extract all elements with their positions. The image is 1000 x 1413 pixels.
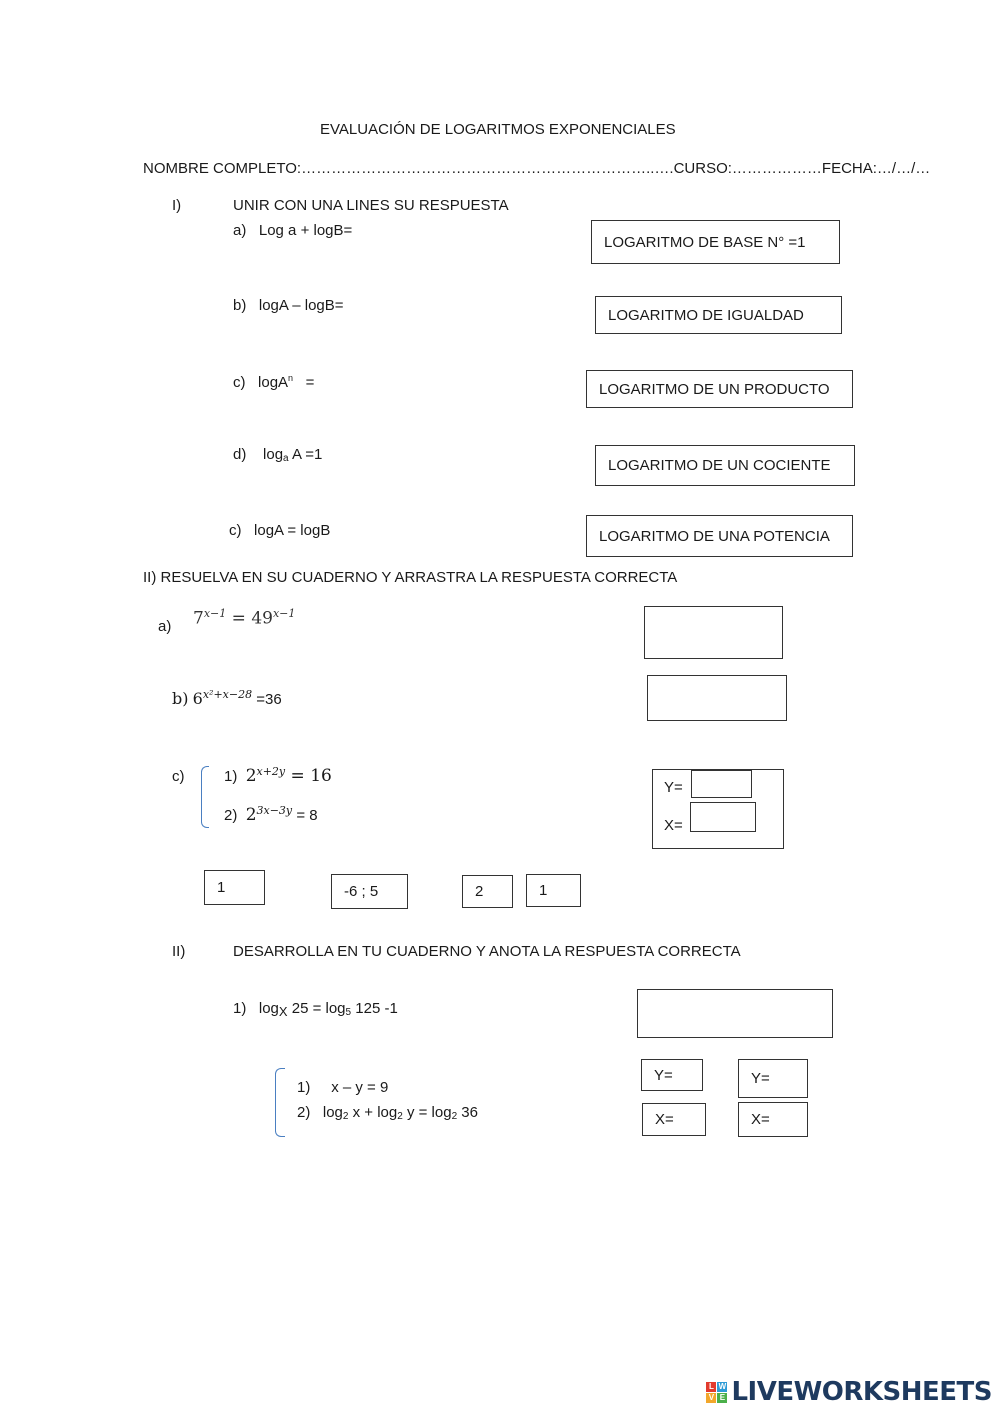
section1-heading: UNIR CON UNA LINES SU RESPUESTA: [233, 197, 509, 214]
problem-a-equation: $7^{x-1} = 49^{x-1}$: [193, 607, 296, 629]
item-c: c) logA$^n$ =: [233, 373, 315, 391]
problem-a-letter: a): [158, 618, 172, 635]
answer-box-producto[interactable]: LOGARITMO DE UN PRODUCTO: [586, 370, 853, 408]
section3-numeral: II): [172, 943, 186, 960]
section1-numeral: I): [172, 197, 182, 214]
logo-mark-icon: L W V E: [706, 1382, 727, 1403]
answer-drop-c-y[interactable]: [691, 770, 752, 798]
item-letter: c): [229, 522, 242, 539]
draggable-option-2[interactable]: -6 ; 5: [331, 874, 408, 909]
section2-heading: II) RESUELVA EN SU CUADERNO Y ARRASTRA LA RESPUESTA CORRECTA: [143, 569, 678, 586]
answer-box-cociente[interactable]: LOGARITMO DE UN COCIENTE: [595, 445, 855, 486]
problem-b: b) $6^{x^2+x-28} =36$: [172, 688, 282, 708]
item-d: d) $\log_a A =1$: [233, 446, 323, 464]
item-b: [233, 297, 344, 314]
logo-text: LIVEWORKSHEETS: [731, 1377, 992, 1407]
page-title: EVALUACIÓN DE LOGARITMOS EXPONENCIALES: [320, 121, 676, 138]
draggable-option-4[interactable]: 1: [526, 874, 581, 907]
liveworksheets-logo: [706, 1377, 992, 1407]
log-equation: 1) $\log_X 25 = \log_5 125$ -1: [233, 1000, 398, 1019]
item-letter: b): [233, 297, 247, 314]
section3-heading: DESARROLLA EN TU CUADERNO Y ANOTA LA RESPUESTA CORRECTA: [233, 943, 741, 960]
item-letter: a): [233, 222, 247, 239]
system-brace: [201, 766, 209, 828]
item-expression: logA – logB=: [258, 297, 344, 314]
problem-b-letter: b): [172, 689, 189, 708]
draggable-option-3[interactable]: 2: [462, 875, 513, 908]
answer-box-potencia[interactable]: LOGARITMO DE UNA POTENCIA: [586, 515, 853, 557]
y-label: Y=: [664, 779, 683, 796]
system2-eq1: 1) x – y = 9: [297, 1079, 389, 1096]
item-letter: c): [233, 374, 246, 391]
answer-field-y2[interactable]: Y=: [738, 1059, 808, 1098]
system-eq1: 1) $2^{x+2y} = 16$: [224, 765, 332, 786]
system2-brace: [275, 1068, 285, 1137]
answer-field-x1[interactable]: X=: [642, 1103, 706, 1136]
item-e: [229, 522, 330, 539]
answer-field-x2[interactable]: X=: [738, 1102, 808, 1137]
x-label: X=: [664, 817, 683, 834]
answer-box-igualdad[interactable]: LOGARITMO DE IGUALDAD: [595, 296, 842, 334]
answer-drop-a[interactable]: [644, 606, 783, 659]
item-letter: d): [233, 446, 247, 463]
answer-field-y1[interactable]: Y=: [641, 1059, 703, 1091]
problem-c-letter: c): [172, 768, 185, 785]
answer-drop-c-x[interactable]: [690, 802, 756, 832]
item-a: [233, 222, 352, 239]
draggable-option-1[interactable]: 1: [204, 870, 265, 905]
item-expression: Log a + logB=: [258, 222, 353, 239]
system-eq2: 2) $2^{3x-3y} = 8$: [224, 804, 318, 825]
answer-box-base-n[interactable]: LOGARITMO DE BASE N° =1: [591, 220, 840, 264]
student-info-line: NOMBRE COMPLETO:……………………………………………………………..….CURSO:………………FECHA:…/…/…: [143, 160, 931, 177]
item-expression: logA = logB: [254, 522, 331, 539]
system2-eq2: 2) $\log_2 x + \log_2 y = \log_2 36$: [297, 1104, 478, 1122]
answer-field-q1[interactable]: [637, 989, 833, 1038]
answer-drop-b[interactable]: [647, 675, 787, 721]
